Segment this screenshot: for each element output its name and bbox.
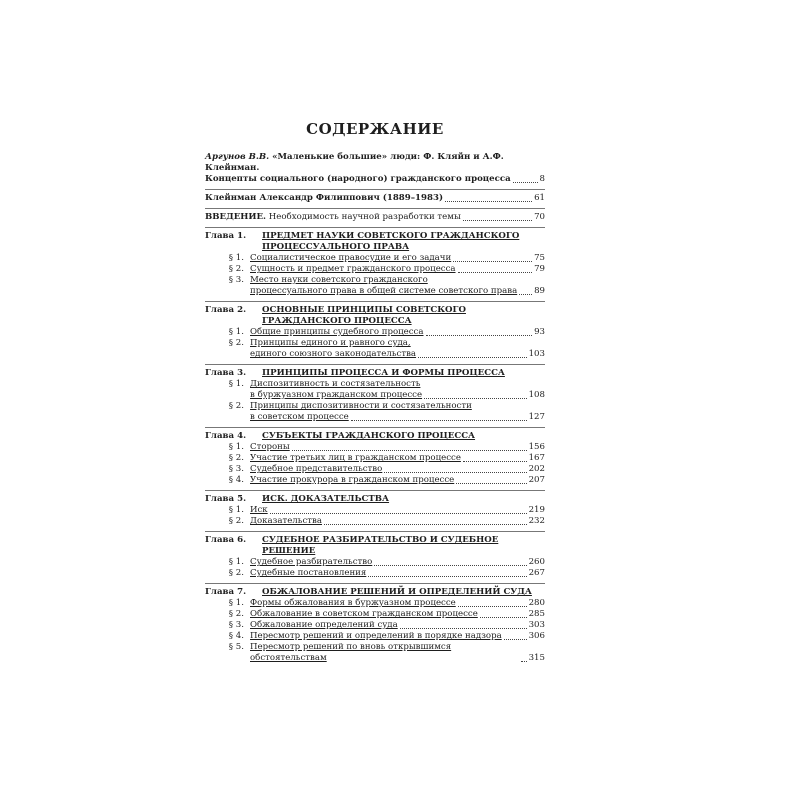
chapter-heading <box>205 305 545 327</box>
section-number: § 3. <box>228 275 244 285</box>
section-title-line: Участие третьих лиц в гражданском процессе <box>250 453 461 463</box>
section-number: § 1. <box>228 598 244 608</box>
toc-list <box>205 152 545 664</box>
toc-leader-dots <box>400 628 527 629</box>
toc-leader-dots <box>480 617 527 618</box>
section-number: § 2. <box>228 609 244 619</box>
toc-leader-dots <box>445 201 532 202</box>
section-number: § 2. <box>228 338 244 348</box>
toc-page-number: 93 <box>534 327 545 337</box>
toc-leader-dots <box>513 182 538 183</box>
toc-chapter <box>205 231 545 297</box>
toc-section <box>205 557 545 568</box>
section-title-line: Пересмотр решений и определений в порядке надзора <box>250 631 502 641</box>
toc-chapter <box>205 431 545 486</box>
toc-leader-dots <box>458 606 527 607</box>
toc-entry <box>250 390 545 401</box>
toc-leader-dots <box>384 472 526 473</box>
chapter-heading <box>205 535 545 557</box>
toc-leader-dots <box>426 335 533 336</box>
toc-section <box>205 338 545 360</box>
toc-divider <box>205 208 545 209</box>
toc-entry <box>250 568 545 579</box>
chapter-title: ПРЕДМЕТ НАУКИ СОВЕТСКОГО ГРАЖДАНСКОГО ПРОЦЕССУАЛЬНОГО ПРАВА <box>262 231 520 252</box>
toc-page-number: 108 <box>528 390 545 400</box>
toc-page-number: 89 <box>534 286 545 296</box>
section-number: § 5. <box>228 642 244 652</box>
section-title-line: Место науки советского гражданского <box>250 275 428 285</box>
toc-divider <box>205 301 545 302</box>
toc-leader-dots <box>368 576 526 577</box>
section-number: § 4. <box>228 631 244 641</box>
chapter-label: Глава 5. <box>205 494 247 504</box>
toc-entry <box>250 609 545 620</box>
toc-page-number: 156 <box>528 442 545 452</box>
toc-leader-dots <box>504 639 527 640</box>
toc-entry <box>250 264 545 275</box>
toc-leader-dots <box>270 513 527 514</box>
toc-page-number: 127 <box>528 412 545 422</box>
toc-entry <box>250 286 545 297</box>
toc-entry-text: «Маленькие большие» люди: Ф. Кляйн и А.Ф. Клейнман. <box>205 152 504 173</box>
section-title-line: Судебные постановления <box>250 568 367 578</box>
chapter-title: СУДЕБНОЕ РАЗБИРАТЕЛЬСТВО И СУДЕБНОЕ РЕШЕНИЕ <box>262 535 499 556</box>
toc-entry <box>250 453 545 464</box>
section-number: § 1. <box>228 557 244 567</box>
section-number: § 2. <box>228 453 244 463</box>
chapter-heading <box>205 587 545 598</box>
toc-page-number: 103 <box>528 349 545 359</box>
section-title-line: Формы обжалования в буржуазном процессе <box>250 598 456 608</box>
toc-page-number: 280 <box>528 598 545 608</box>
section-number: § 3. <box>228 464 244 474</box>
toc-page-number: 260 <box>528 557 545 567</box>
toc-section <box>205 464 545 475</box>
chapter-title: ОСНОВНЫЕ ПРИНЦИПЫ СОВЕТСКОГО ГРАЖДАНСКОГО ПРОЦЕССА <box>262 305 466 326</box>
section-number: § 2. <box>228 568 244 578</box>
toc-page-number: 303 <box>528 620 545 630</box>
toc-divider <box>205 364 545 365</box>
toc-leader-dots <box>324 524 527 525</box>
toc-leader-dots <box>458 272 533 273</box>
toc-leader-dots <box>351 420 527 421</box>
toc-entry <box>250 505 545 516</box>
toc-page-number: 79 <box>534 264 545 274</box>
toc-section <box>205 631 545 642</box>
toc-page <box>205 120 545 664</box>
toc-page-number: 207 <box>528 475 545 485</box>
toc-section <box>205 642 545 664</box>
chapter-label: Глава 3. <box>205 368 247 378</box>
toc-section <box>205 568 545 579</box>
section-title-line: Пересмотр решений по вновь открывшимся обстоятельствам <box>250 642 452 663</box>
section-number: § 1. <box>228 505 244 515</box>
toc-page-number: 232 <box>528 516 545 526</box>
toc-entry <box>250 631 545 642</box>
section-title-line: Доказательства <box>250 516 322 526</box>
toc-leader-dots <box>519 294 532 295</box>
toc-chapter <box>205 587 545 664</box>
toc-section <box>205 516 545 527</box>
toc-page-number: 61 <box>534 193 545 203</box>
section-title-line: Принципы единого и равного суда, <box>250 338 411 348</box>
toc-page-number: 285 <box>528 609 545 619</box>
toc-section <box>205 379 545 401</box>
chapter-heading <box>205 431 545 442</box>
toc-entry <box>250 327 545 338</box>
section-title-line: единого союзного законодательства <box>250 349 417 359</box>
toc-section <box>205 253 545 264</box>
chapter-heading <box>205 368 545 379</box>
section-number: § 2. <box>228 401 244 411</box>
toc-divider <box>205 189 545 190</box>
toc-page-number: 70 <box>534 212 545 222</box>
toc-section <box>205 264 545 275</box>
toc-section <box>205 598 545 609</box>
toc-entry-text: Необходимость научной разработки темы <box>266 212 461 222</box>
toc-leader-dots <box>463 220 532 221</box>
toc-entry <box>250 620 545 631</box>
chapter-title: ПРИНЦИПЫ ПРОЦЕССА И ФОРМЫ ПРОЦЕССА <box>262 368 505 378</box>
toc-section <box>205 442 545 453</box>
toc-chapter <box>205 305 545 360</box>
section-title-line: Судебное представительство <box>250 464 383 474</box>
toc-entry <box>250 475 545 486</box>
section-number: § 1. <box>228 327 244 337</box>
toc-leader-dots <box>374 565 526 566</box>
chapter-label: Глава 4. <box>205 431 247 441</box>
toc-leader-dots <box>521 661 527 662</box>
chapter-title: ИСК. ДОКАЗАТЕЛЬСТВА <box>262 494 390 504</box>
toc-page-number: 75 <box>534 253 545 263</box>
section-number: § 3. <box>228 620 244 630</box>
toc-entry <box>250 557 545 568</box>
toc-leader-dots <box>453 261 532 262</box>
toc-chapter <box>205 368 545 423</box>
toc-divider <box>205 583 545 584</box>
toc-front-argunov <box>205 152 545 185</box>
toc-entry <box>250 412 545 423</box>
toc-entry-head: ВВЕДЕНИЕ. <box>205 212 267 222</box>
toc-author: Аргунов В.В. <box>205 152 270 162</box>
section-title-line: Диспозитивность и состязательность <box>250 379 421 389</box>
toc-section <box>205 275 545 297</box>
toc-entry <box>250 516 545 527</box>
toc-divider <box>205 490 545 491</box>
toc-leader-dots <box>456 483 526 484</box>
section-title-line: в буржуазном гражданском процессе <box>250 390 423 400</box>
toc-chapter <box>205 535 545 579</box>
section-number: § 2. <box>228 264 244 274</box>
section-title-line: Участие прокурора в гражданском процессе <box>250 475 455 485</box>
section-number: § 1. <box>228 253 244 263</box>
toc-leader-dots <box>424 398 527 399</box>
section-title-line: Судебное разбирательство <box>250 557 373 567</box>
toc-section <box>205 609 545 620</box>
toc-entry-line <box>205 152 545 174</box>
toc-entry <box>250 598 545 609</box>
toc-entry-kleinman <box>205 193 545 204</box>
section-title-line: процессуального права в общей системе советского права <box>250 286 518 296</box>
section-title-line: Общие принципы судебного процесса <box>250 327 424 337</box>
toc-entry-introduction <box>205 212 545 223</box>
toc-page-number: 202 <box>528 464 545 474</box>
toc-divider <box>205 531 545 532</box>
toc-section <box>205 620 545 631</box>
toc-chapters <box>205 227 545 664</box>
toc-divider <box>205 427 545 428</box>
toc-section <box>205 505 545 516</box>
toc-chapter <box>205 494 545 527</box>
section-title-line: Социалистическое правосудие и его задачи <box>250 253 452 263</box>
toc-leader-dots <box>418 357 527 358</box>
toc-entry <box>250 349 545 360</box>
toc-page-number: 267 <box>528 568 545 578</box>
toc-entry <box>250 253 545 264</box>
page-title: СОДЕРЖАНИЕ <box>306 120 444 138</box>
toc-page-number: 8 <box>539 174 545 184</box>
toc-leader-dots <box>463 461 527 462</box>
toc-divider <box>205 227 545 228</box>
section-number: § 1. <box>228 442 244 452</box>
chapter-title: ОБЖАЛОВАНИЕ РЕШЕНИЙ И ОПРЕДЕЛЕНИЙ СУДА <box>262 587 532 597</box>
chapter-title: СУБЪЕКТЫ ГРАЖДАНСКОГО ПРОЦЕССА <box>262 431 476 441</box>
chapter-heading <box>205 494 545 505</box>
toc-entry <box>205 174 545 185</box>
toc-page-number: 219 <box>528 505 545 515</box>
toc-entry <box>250 464 545 475</box>
toc-page-number: 315 <box>528 653 545 663</box>
section-title-line: Иск <box>250 505 268 515</box>
section-title-line: Обжалование в советском гражданском процессе <box>250 609 478 619</box>
section-title-line: Принципы диспозитивности и состязательности <box>250 401 472 411</box>
section-number: § 1. <box>228 379 244 389</box>
section-number: § 2. <box>228 516 244 526</box>
chapter-heading <box>205 231 545 253</box>
toc-page-number: 306 <box>528 631 545 641</box>
toc-entry <box>250 442 545 453</box>
section-number: § 4. <box>228 475 244 485</box>
toc-entry-text: Клейнман Александр Филиппович (1889–1983) <box>205 193 444 203</box>
chapter-label: Глава 1. <box>205 231 247 241</box>
toc-section <box>205 453 545 464</box>
toc-page-number: 167 <box>528 453 545 463</box>
section-title-line: Сущность и предмет гражданского процесса <box>250 264 456 274</box>
section-title-line: в советском процессе <box>250 412 349 422</box>
toc-entry-text: Концепты социального (народного) гражданского процесса <box>205 174 511 184</box>
toc-entry <box>250 642 545 664</box>
toc-leader-dots <box>292 450 527 451</box>
chapter-label: Глава 6. <box>205 535 247 545</box>
toc-section <box>205 475 545 486</box>
chapter-label: Глава 7. <box>205 587 247 597</box>
chapter-label: Глава 2. <box>205 305 247 315</box>
section-title-line: Стороны <box>250 442 290 452</box>
section-title-line: Обжалование определений суда <box>250 620 398 630</box>
toc-section <box>205 327 545 338</box>
toc-section <box>205 401 545 423</box>
